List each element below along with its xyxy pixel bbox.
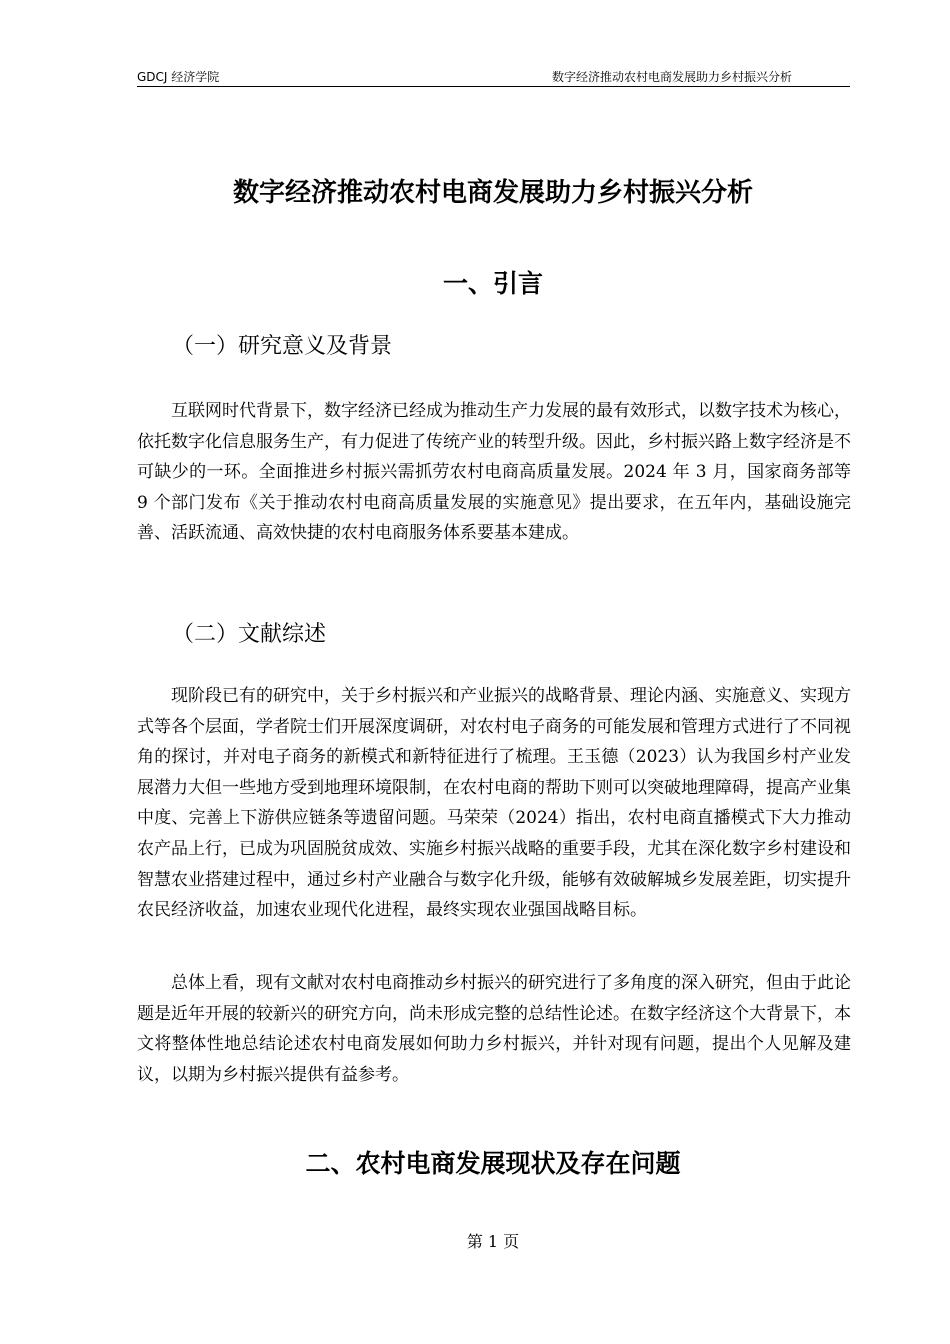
paragraph-literature-1: 现阶段已有的研究中，关于乡村振兴和产业振兴的战略背景、理论内涵、实施意义、实现方式等各个层面，学者院士们开展深度调研，对农村电子商务的可能发展和管理方式进行了不同视角的探讨，并对电子商务的新模式和新特征进行了梳理。王玉德（2023）认为我国乡村产业发展潜力大但一些地方受到地理环境限制，在农村电商的帮助下则可以突破地理障碍，提高产业集中度、完善上下游供应链条等遗留问题。马荣荣（2024）指出，农村电商直播模式下大力推动农产品上行，已成为巩固脱贫成效、实施乡村振兴战略的重要手段，尤其在深化数字乡村建设和智慧农业搭建过程中，通过乡村产业融合与数字化升级，能够有效破解城乡发展差距，切实提升农民经济收益，加速农业现代化进程，最终实现农业强国战略目标。 — [137, 686, 851, 921]
subsection-heading-background: （一）研究意义及背景 — [172, 334, 393, 359]
section-heading-status: 二、农村电商发展现状及存在问题 — [305, 1149, 681, 1178]
subsection-heading-literature: （二）文献综述 — [172, 622, 327, 647]
document-title: 数字经济推动农村电商发展助力乡村振兴分析 — [232, 178, 753, 208]
header-running-title: 数字经济推动农村电商发展助力乡村振兴分析 — [551, 70, 792, 84]
header-institution: GDCJ 经济学院 — [137, 70, 220, 84]
paragraph-background: 互联网时代背景下，数字经济已经成为推动生产力发展的最有效形式，以数字技术为核心，依托数字化信息服务生产，有力促进了传统产业的转型升级。因此，乡村振兴路上数字经济是不可缺少的一环。全面推进乡村振兴需抓劳农村电商高质量发展。2024 年 3 月，国家商务部等 9 个部门发布《关于推动农村电商高质量发展的实施意见》提出要求，在五年内，基础设施完善、活跃流通、高效快捷的农村电商服务体系要基本建成。 — [137, 401, 851, 544]
section-heading-introduction: 一、引言 — [442, 269, 543, 298]
page-number: 第 1 页 — [466, 1232, 520, 1251]
paragraph-literature-2: 总体上看，现有文献对农村电商推动乡村振兴的研究进行了多角度的深入研究，但由于此论题是近年开展的较新兴的研究方向，尚未形成完整的总结性论述。在数字经济这个大背景下，本文将整体性地总结论述农村电商发展如何助力乡村振兴，并针对现有问题，提出个人见解及建议，以期为乡村振兴提供有益参考。 — [137, 973, 851, 1085]
page-header — [137, 70, 850, 87]
